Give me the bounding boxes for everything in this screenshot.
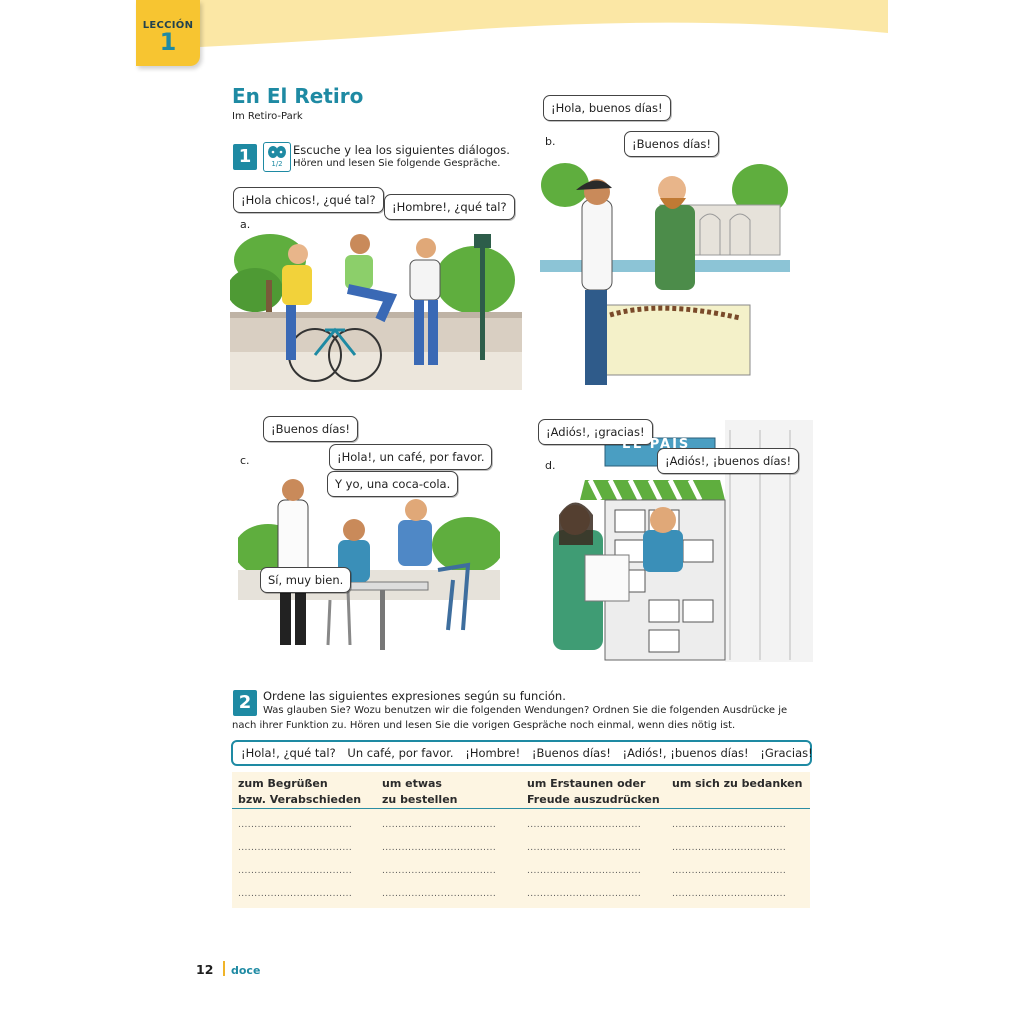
exercise-1-instruction-es: Escuche y lea los siguientes diálogos. [293,143,510,157]
answer-blank[interactable]: ................................... [527,889,642,899]
speech-bubble: ¡Adiós!, ¡buenos días! [657,448,799,474]
expression-item: Un café, por favor. [347,746,454,760]
page-number: 12 [196,962,214,977]
column-header: um etwas zu bestellen [382,777,458,806]
audio-track-button[interactable] [263,142,291,172]
scene-label-a: a. [240,218,251,231]
table-header-rule [232,808,810,809]
answer-blank[interactable]: ................................... [672,820,787,830]
expressions-box [231,740,812,766]
exercise-1-number: 1 [233,144,257,170]
speech-bubble: ¡Buenos días! [263,416,358,442]
speech-bubble: ¡Adiós!, ¡gracias! [538,419,653,445]
lesson-tab [136,0,200,66]
newsstand-sign: EL PAIS [622,437,691,452]
answer-blank[interactable]: ................................... [527,866,642,876]
answer-blank[interactable]: ................................... [382,843,497,853]
answer-blank[interactable]: ................................... [238,889,353,899]
exercise-1-instruction-de: Hören und lesen Sie folgende Gespräche. [293,158,501,169]
answer-blank[interactable]: ................................... [382,866,497,876]
speech-bubble: ¡Buenos días! [624,131,719,157]
exercise-2-instruction-es: Ordene las siguientes expresiones según su función. [263,689,566,703]
column-header: um Erstaunen oder Freude auszudrücken [527,777,660,806]
illustration-market-stall [540,150,790,398]
expression-item: ¡Buenos días! [531,746,611,760]
answer-blank[interactable]: ................................... [382,889,497,899]
answer-blank[interactable]: ................................... [672,843,787,853]
expression-item: ¡Adiós!, ¡buenos días! [622,746,749,760]
exercise-2-number: 2 [233,690,257,716]
page-number-word: doce [231,964,261,977]
lesson-word: LECCIÓN [142,20,194,31]
column-header: zum Begrüßen bzw. Verabschieden [238,777,362,806]
expression-item: ¡Gracias! [760,746,813,760]
exercise-2-instruction-de-1: Was glauben Sie? Wozu benutzen wir die folgenden Wendungen? Ordnen Sie die folgenden Ausdrücke je [263,705,788,716]
expression-item: ¡Hombre! [465,746,521,760]
page-title: En El Retiro [232,84,364,108]
answer-blank[interactable]: ................................... [238,843,353,853]
page-subtitle: Im Retiro-Park [232,111,303,122]
answer-blank[interactable]: ................................... [238,866,353,876]
speech-bubble: ¡Hola chicos!, ¿qué tal? [233,187,384,213]
answer-table [232,772,810,908]
page-number-separator [223,961,225,976]
scene-label-b: b. [545,135,556,148]
speech-bubble: Y yo, una coca-cola. [327,471,458,497]
scene-label-c: c. [240,454,250,467]
illustration-park-friends [230,220,522,390]
expression-item: ¡Hola!, ¿qué tal? [241,746,336,760]
cd-icon [266,144,288,159]
speech-bubble: ¡Hombre!, ¿qué tal? [384,194,515,220]
speech-bubble: ¡Hola!, un café, por favor. [329,444,492,470]
lesson-number: 1 [159,28,177,56]
speech-bubble: ¡Hola, buenos días! [543,95,671,121]
scene-label-d: d. [545,459,556,472]
answer-blank[interactable]: ................................... [238,820,353,830]
answer-blank[interactable]: ................................... [527,820,642,830]
exercise-2-instruction-de-2: nach ihrer Funktion zu. Hören und lesen Sie die vorigen Gespräche noch einmal, wenn dies nötig ist. [232,720,736,731]
audio-track-number: 1/2 [271,160,283,168]
answer-blank[interactable]: ................................... [527,843,642,853]
column-header: um sich zu bedanken [672,777,803,790]
speech-bubble: Sí, muy bien. [260,567,351,593]
answer-blank[interactable]: ................................... [672,866,787,876]
answer-blank[interactable]: ................................... [672,889,787,899]
header-band [136,0,888,58]
answer-blank[interactable]: ................................... [382,820,497,830]
